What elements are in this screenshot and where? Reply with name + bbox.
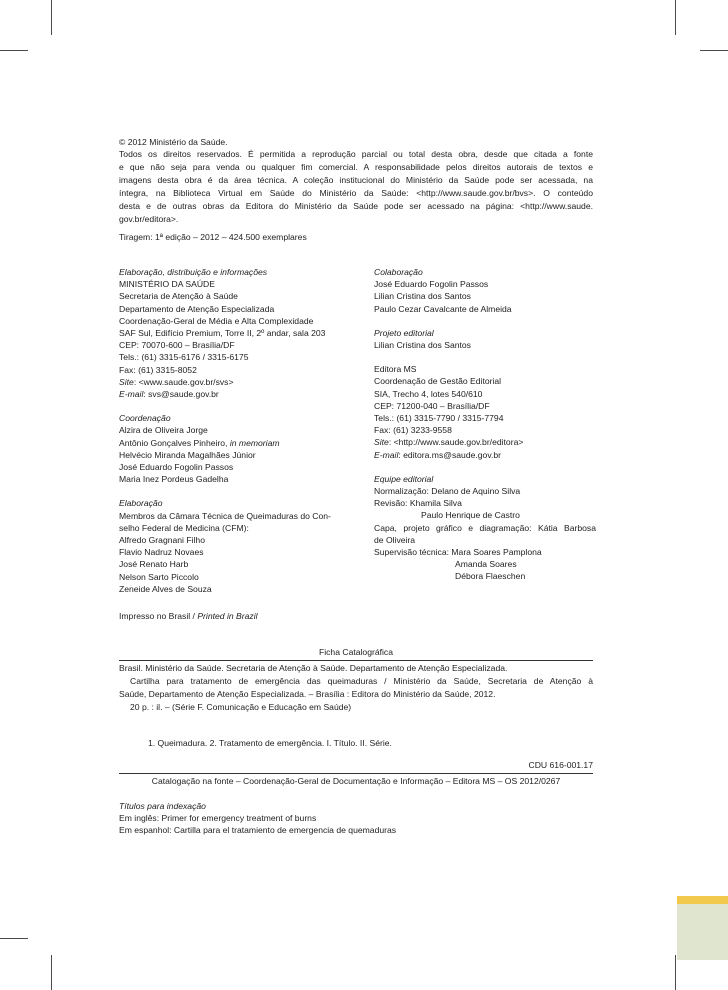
text-line: Capa, projeto gráfico e diagramação: Kátia Barbosa (374, 522, 596, 533)
section-heading: Colaboração (374, 267, 423, 277)
page-tab-accent (677, 896, 728, 904)
rights-line: íntegra, na Biblioteca Virtual em Saúde do Ministério da Saúde: <http://www.saude.gov.br/bvs>. O conteúdo (119, 188, 593, 198)
email-address: : editora.ms@saude.gov.br (398, 449, 502, 460)
indexacao (119, 800, 593, 837)
crop-mark (0, 50, 28, 51)
ficha-line: Saúde, Departamento de Atenção Especializada. – Brasília : Editora do Ministério da Saúde, 2012. (119, 689, 496, 699)
tiragem: Tiragem: 1ª edição – 2012 – 424.500 exemplares (119, 232, 307, 242)
rights-paragraph (119, 148, 593, 226)
section-heading: Títulos para indexação (119, 801, 206, 811)
email-label: E-mail (374, 449, 399, 460)
rights-line: gov.br/editora>. (119, 214, 179, 224)
text-line: CEP: 71200-040 – Brasília/DF (374, 400, 490, 411)
text-line: Amanda Soares (455, 559, 517, 570)
text-line: selho Federal de Medicina (CFM): (119, 522, 249, 533)
text-line: Lilian Cristina dos Santos (374, 291, 471, 302)
right-column (374, 266, 596, 583)
crop-mark (51, 0, 52, 35)
copyright: © 2012 Ministério da Saúde. (119, 137, 228, 147)
text-line: José Eduardo Fogolin Passos (374, 279, 489, 290)
rights-line: e que não seja para venda ou qualquer fim comercial. A responsabilidade pelos direitos autorais de textos e (119, 162, 593, 172)
text-line (119, 437, 359, 449)
text-line: Nelson Sarto Piccolo (119, 571, 199, 582)
text-line: Normalização: Delano de Aquino Silva (374, 486, 521, 497)
printed-in-brazil: Printed in Brazil (197, 611, 258, 621)
text-line: Alzira de Oliveira Jorge (119, 425, 208, 436)
text-line: Tels.: (61) 3315-7790 / 3315-7794 (374, 413, 504, 424)
text-line: Editora MS (374, 364, 417, 375)
text-line: Em inglês: Primer for emergency treatment of burns (119, 813, 317, 824)
text-line: Lilian Cristina dos Santos (374, 340, 471, 351)
email-line (374, 449, 596, 461)
page-tab (677, 904, 728, 960)
text-line: Helvécio Miranda Magalhães Júnior (119, 449, 256, 460)
ficha-top-rule (119, 660, 593, 661)
left-column (119, 266, 359, 595)
text-line: Débora Flaeschen (455, 571, 526, 582)
ficha-subjects: 1. Queimadura. 2. Tratamento de emergência. I. Título. II. Série. (148, 738, 392, 748)
text-line: Membros da Câmara Técnica de Queimaduras do Con- (119, 510, 331, 521)
text-line: Alfredo Gragnani Filho (119, 535, 205, 546)
text-line: Supervisão técnica: Mara Soares Pamplona (374, 547, 542, 558)
crop-mark (700, 50, 728, 51)
text-line: SAF Sul, Edifício Premium, Torre II, 2º andar, sala 203 (119, 328, 326, 339)
site-label: Site (374, 437, 389, 448)
site-url: : <www.saude.gov.br/svs> (133, 376, 234, 387)
crop-mark (0, 938, 28, 939)
text-line: Zeneide Alves de Souza (119, 583, 212, 594)
text-line: Paulo Henrique de Castro (421, 510, 520, 521)
text-line: Revisão: Khamila Silva (374, 498, 462, 509)
catalogacao-fonte: Catalogação na fonte – Coordenação-Geral de Documentação e Informação – Editora MS – OS 2012/0267 (151, 776, 561, 786)
text-line: CEP: 70070-600 – Brasília/DF (119, 340, 235, 351)
text-line: Flavio Nadruz Novaes (119, 547, 204, 558)
section-heading: Equipe editorial (374, 473, 434, 484)
text-line: Fax: (61) 3233-9558 (374, 425, 452, 436)
site-line (374, 436, 596, 448)
ficha-line: 20 p. : il. – (Série F. Comunicação e Educação em Saúde) (130, 702, 352, 712)
crop-mark (675, 955, 676, 990)
rights-line: Todos os direitos reservados. É permitida a reprodução parcial ou total desta obra, desde que citada a fonte (119, 149, 593, 159)
ficha-line: Cartilha para tratamento de emergência das queimaduras / Ministério da Saúde, Secretaria de Atenção à (130, 676, 593, 686)
text-line: José Eduardo Fogolin Passos (119, 462, 234, 473)
text-line: MINISTÉRIO DA SAÚDE (119, 279, 215, 290)
text-line: Coordenação-Geral de Média e Alta Complexidade (119, 315, 314, 326)
ficha-bottom-rule (119, 773, 593, 774)
text-line: Em espanhol: Cartilla para el tratamiento de emergencia de quemaduras (119, 825, 397, 836)
section-heading: Projeto editorial (374, 327, 434, 338)
site-url: : <http://www.saude.gov.br/editora> (388, 437, 524, 448)
person-name: Antônio Gonçalves Pinheiro, (119, 437, 230, 448)
impresso (119, 611, 258, 623)
site-line (119, 376, 359, 388)
text-line: Paulo Cezar Cavalcante de Almeida (374, 303, 512, 314)
text-line: SIA, Trecho 4, lotes 540/610 (374, 388, 483, 399)
in-memoriam: in memoriam (229, 437, 280, 448)
text-line: Maria Inez Pordeus Gadelha (119, 474, 229, 485)
section-heading: Elaboração, distribuição e informações (119, 267, 268, 277)
text-line: Secretaria de Atenção à Saúde (119, 291, 238, 302)
crop-mark (675, 0, 676, 35)
site-label: Site (119, 376, 134, 387)
ficha-title: Ficha Catalográfica (318, 647, 394, 657)
ficha-entry (119, 662, 593, 714)
text-line: Coordenação de Gestão Editorial (374, 376, 502, 387)
section-heading: Elaboração (119, 498, 163, 509)
section-heading: Coordenação (119, 413, 171, 424)
ficha-line: Brasil. Ministério da Saúde. Secretaria de Atenção à Saúde. Departamento de Atenção Especializada. (119, 663, 508, 673)
rights-line: imagens desta obra é da área técnica. A coleção institucional do Ministério da Saúde pode ser acessada, na (119, 175, 593, 185)
text-line: de Oliveira (374, 534, 416, 545)
impresso-prefix: Impresso no Brasil / (119, 611, 198, 621)
cdu-code: CDU 616-001.17 (528, 760, 593, 770)
email-label: E-mail (119, 389, 144, 400)
text-line: Fax: (61) 3315-8052 (119, 364, 197, 375)
text-line: Departamento de Atenção Especializada (119, 303, 275, 314)
crop-mark (51, 955, 52, 990)
text-line: José Renato Harb (119, 559, 189, 570)
text-line: Tels.: (61) 3315-6176 / 3315-6175 (119, 352, 249, 363)
email-line (119, 388, 359, 400)
email-address: : svs@saude.gov.br (143, 389, 219, 400)
rights-line: desta e de outras obras da Editora do Ministério da Saúde pode ser acessado na página: <http://www.saude. (119, 201, 593, 211)
